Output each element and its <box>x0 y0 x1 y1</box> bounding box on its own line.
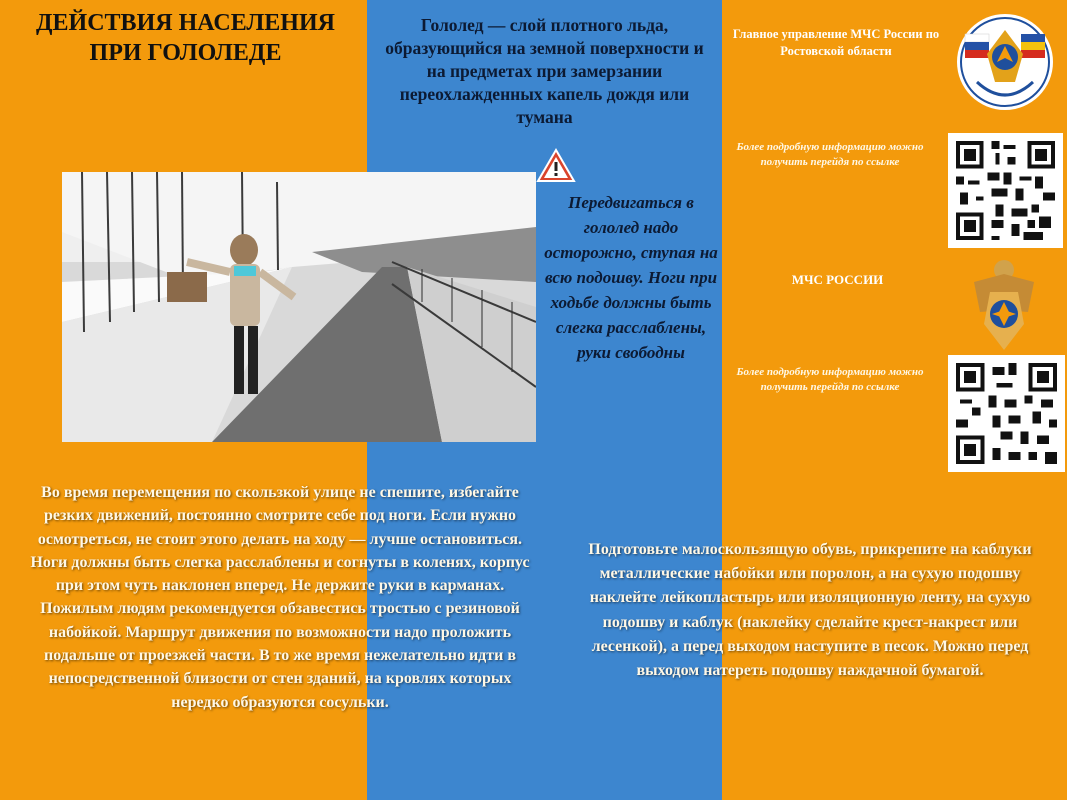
qr-code-1[interactable] <box>948 133 1063 248</box>
icy-street-photo <box>62 172 536 442</box>
title-line-1: ДЕЙСТВИЯ НАСЕЛЕНИЯ <box>36 10 335 36</box>
page-title <box>8 8 363 68</box>
advice-text: Передвигаться в гололед надо осторожно, ступая на всю подошву. Ноги при ходьбе должны быть слегка расслаблены, руки свободны <box>544 193 718 362</box>
mchs-emblem-icon <box>970 252 1038 354</box>
more-info-text-2: Более подробную информацию можно получить перейдя по ссылке <box>736 366 924 393</box>
street-movement-text: Во время перемещения по скользкой улице не спешите, избегайте резких движений, постоянно смотрите себе под ноги. Если нужно осмотреться, не стоит этого делать на ходу — лучше остановиться. Ноги должны быть слегка расслаблены и согнуты в коленях, корпус при этом чуть наклонен вперед. Не держите руки в карманах. Пожилым людям рекомендуется обзавестись тростью с резиновой набойкой. Маршрут движения по возможности надо проложить подальше от проезжей части. В то же время нежелательно идти в непосредственной близости от стен зданий, на кровлях которых нередко образуются сосульки. <box>30 484 530 711</box>
qr-code-2[interactable] <box>948 355 1065 472</box>
definition-text: Гололед — слой плотного льда, образующийся на земной поверхности и на предметах при замерзании переохлажденных капель дождя или тумана <box>385 15 704 127</box>
organization-short-name: МЧС РОССИИ <box>791 272 884 287</box>
title-line-2: ПРИ ГОЛОЛЕДЕ <box>89 40 282 66</box>
warning-icon <box>536 148 576 184</box>
more-info-text-1: Более подробную информацию можно получить перейдя по ссылке <box>736 141 924 168</box>
footwear-preparation-text: Подготовьте малоскользящую обувь, прикрепите на каблуки металлические набойки или поролон, а на сухую подошву наклейте лейкопластырь или изоляционную ленту, на сухую подошву и каблук (наклейку сделайте крест-накрест или лесенкой), а перед выходом наступите в песок. Можно перед выходом натереть подошву наждачной бумагой. <box>588 541 1032 680</box>
organization-name: Главное управление МЧС России по Ростовской области <box>732 27 940 58</box>
regional-emblem-icon <box>955 12 1055 112</box>
